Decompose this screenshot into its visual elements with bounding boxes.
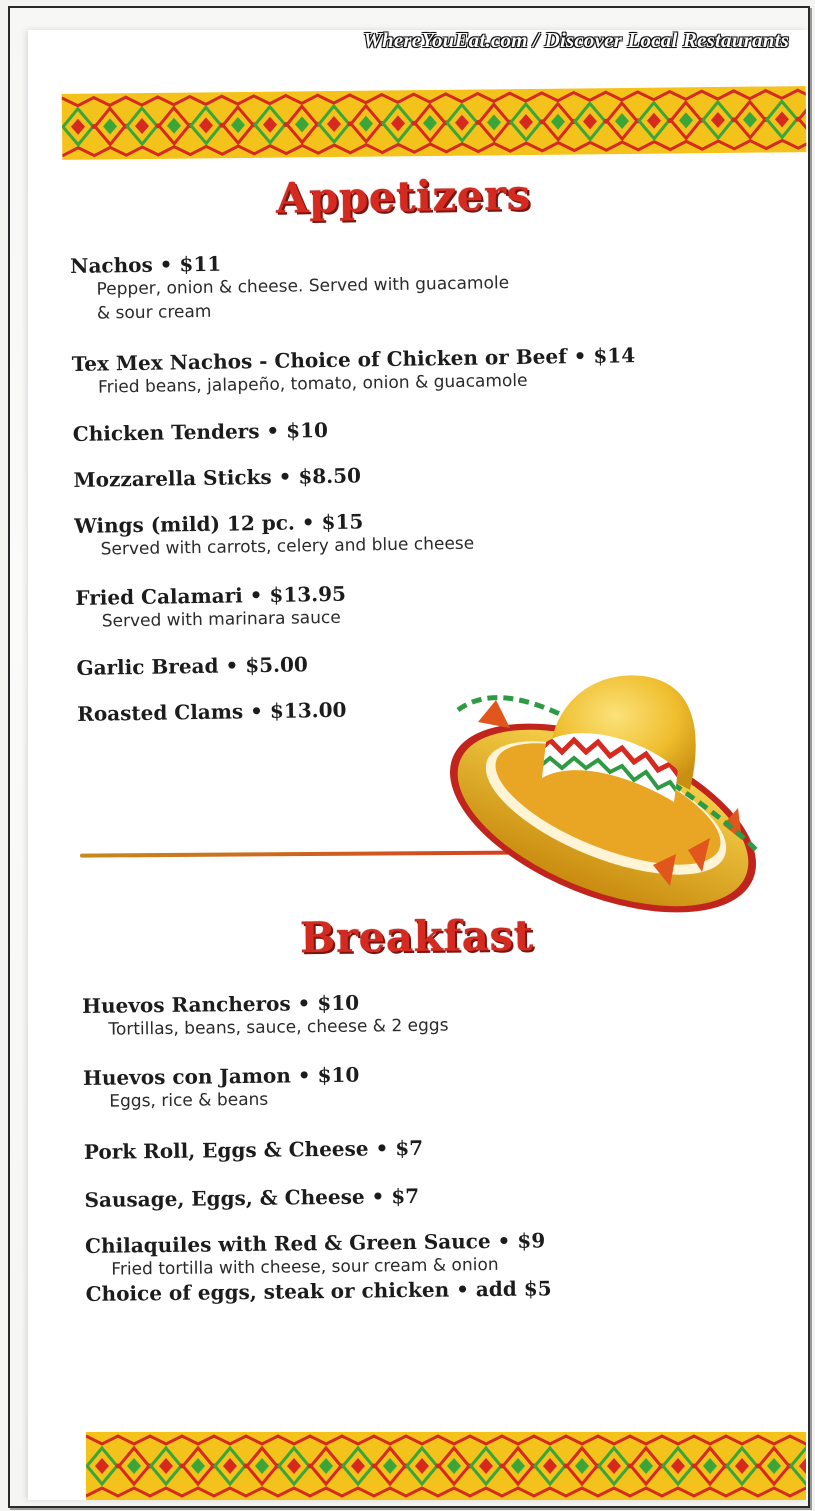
item-name: Tex Mex Nachos - Choice of Chicken or Beef • $14 — [71, 343, 636, 376]
menu-item — [72, 343, 636, 400]
item-name: Huevos con Jamon • $10 — [82, 1062, 360, 1090]
item-name: Garlic Bread • $5.00 — [76, 652, 309, 680]
item-name: Nachos • $11 — [70, 251, 222, 278]
menu-item — [70, 247, 510, 326]
item-name: Wings (mild) 12 pc. • $15 — [74, 509, 364, 538]
menu-item — [84, 1136, 423, 1164]
item-desc: Tortillas, beans, sauce, cheese & 2 eggs — [108, 1015, 449, 1040]
item-name: Chicken Tenders • $10 — [72, 417, 329, 446]
menu-item — [73, 463, 361, 492]
menu-item — [74, 508, 474, 562]
menu-item — [76, 652, 308, 680]
item-name: Mozzarella Sticks • $8.50 — [73, 463, 362, 492]
item-desc: Pepper, onion & cheese. Served with guacamole — [96, 273, 510, 300]
item-desc: Served with carrots, celery and blue cheese — [100, 533, 475, 560]
watermark: WhereYouEat.com / Discover Local Restaurants — [363, 28, 789, 52]
menu-item — [77, 698, 347, 726]
menu-item — [83, 1063, 360, 1114]
item-desc: Served with marinara sauce — [101, 607, 341, 632]
item-name: Huevos Rancheros • $10 — [82, 990, 360, 1018]
item-name: Chilaquiles with Red & Green Sauce • $9 — [84, 1228, 546, 1258]
item-desc: & sour cream — [96, 301, 212, 324]
item-name: Sausage, Eggs, & Cheese • $7 — [84, 1183, 420, 1212]
menu-item — [75, 582, 346, 634]
appetizers-title: Appetizers — [275, 170, 532, 223]
menu-item — [84, 1184, 419, 1212]
item-name: Choice of eggs, steak or chicken • add $5 — [85, 1276, 552, 1306]
menu-item — [85, 1228, 552, 1306]
menu-item — [82, 990, 449, 1042]
sombrero-icon — [438, 640, 778, 930]
item-name: Pork Roll, Eggs & Cheese • $7 — [83, 1135, 424, 1164]
item-desc: Eggs, rice & beans — [109, 1089, 269, 1112]
item-desc: Fried tortilla with cheese, sour cream & onion — [111, 1254, 499, 1280]
aztec-pattern-icon — [62, 86, 807, 160]
item-name: Roasted Clams • $13.00 — [77, 697, 347, 726]
top-pattern-band — [62, 86, 807, 160]
bottom-pattern-band — [86, 1432, 806, 1500]
menu-item — [73, 418, 328, 446]
breakfast-title: Breakfast — [299, 910, 534, 963]
aztec-pattern-icon — [86, 1432, 806, 1500]
item-name: Fried Calamari • $13.95 — [75, 581, 347, 610]
item-desc: Fried beans, jalapeño, tomato, onion & guacamole — [97, 370, 528, 398]
